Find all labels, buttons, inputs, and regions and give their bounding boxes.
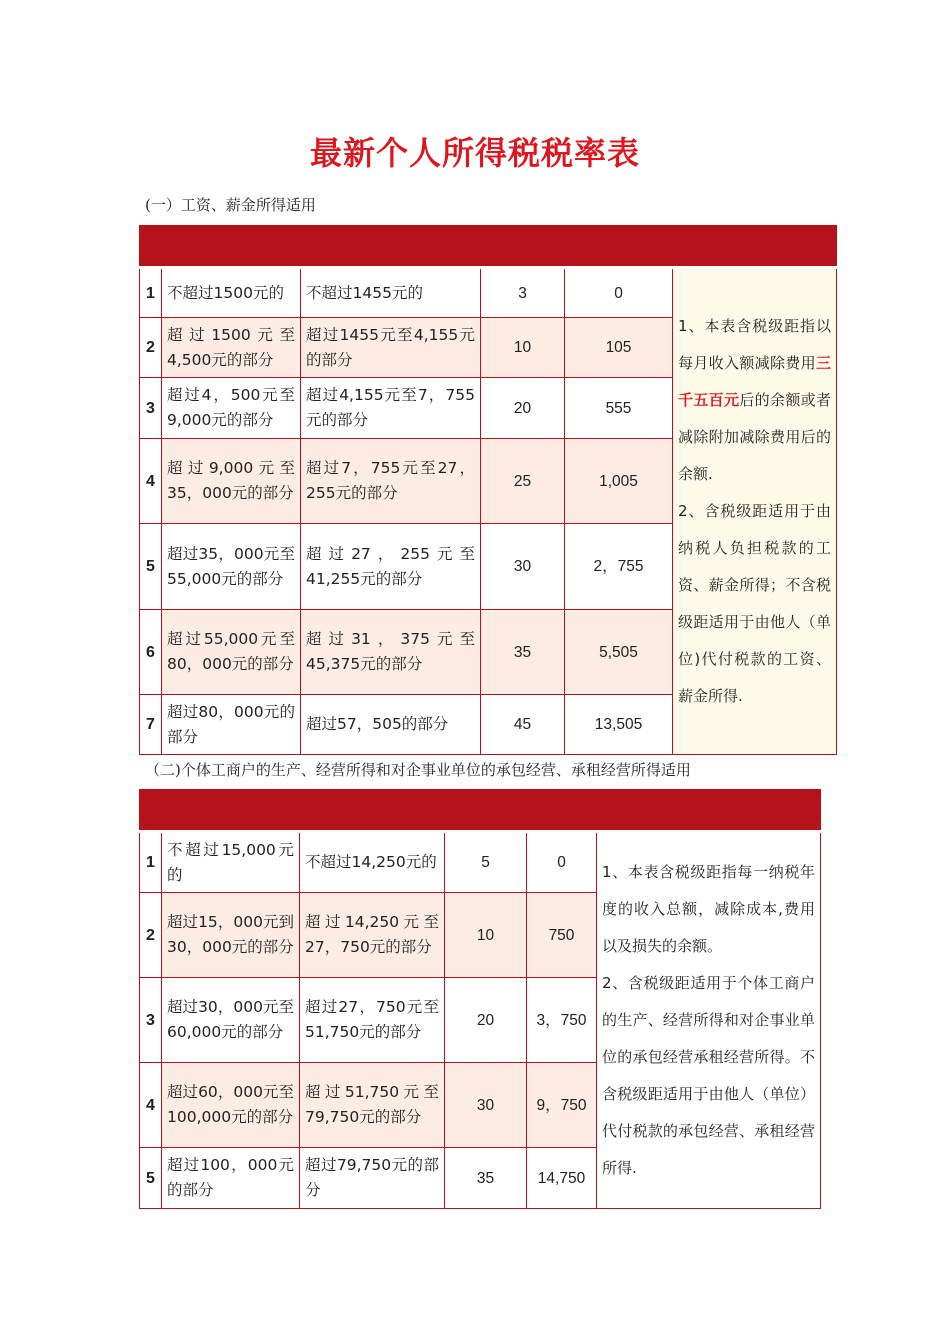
taxable-range-cell: 超过9,000元至35，000元的部分	[162, 439, 301, 524]
level-cell: 4	[140, 1063, 162, 1148]
net-range-cell: 超过51,750元至79,750元的部分	[300, 1063, 445, 1148]
level-cell: 3	[140, 978, 162, 1063]
section1-heading: (一）工资、薪金所得适用	[145, 196, 316, 214]
taxable-range-cell: 不超过1500元的	[162, 268, 301, 318]
rate-cell: 10	[445, 893, 527, 978]
deduction-cell: 14,750	[527, 1148, 597, 1209]
level-cell: 5	[140, 1148, 162, 1209]
level-cell: 2	[140, 318, 162, 378]
section2-note	[597, 832, 821, 1209]
rate-cell: 30	[445, 1063, 527, 1148]
salary-tax-table	[139, 225, 837, 755]
rate-cell: 3	[481, 268, 565, 318]
page-title: 最新个人所得税税率表	[309, 134, 640, 172]
rate-cell: 20	[445, 978, 527, 1063]
taxable-range-cell: 超过35，000元至55,000元的部分	[162, 524, 301, 610]
deduction-cell: 105	[565, 318, 673, 378]
table-header-band	[140, 790, 821, 832]
taxable-range-cell: 超过80，000元的部分	[162, 695, 301, 755]
rate-cell: 35	[481, 610, 565, 695]
note-text: 2、含税级距适用于由纳税人负担税款的工资、薪金所得；不含税级距适用于由他人（单位)代付税款的工资、薪金所得.	[678, 502, 831, 705]
net-range-cell: 超过4,155元至7，755元的部分	[301, 378, 481, 439]
section2-heading: （二)个体工商户的生产、经营所得和对企事业单位的承包经营、承租经营所得适用	[145, 761, 691, 779]
table-row	[140, 268, 837, 318]
taxable-range-cell: 超过15，000元到30，000元的部分	[162, 893, 300, 978]
net-range-cell: 超过1455元至4,155元的部分	[301, 318, 481, 378]
business-tax-table	[139, 789, 821, 1209]
deduction-cell: 0	[565, 268, 673, 318]
note-text: 1、本表含税级距指以每月收入额减除费用	[678, 317, 831, 372]
taxable-range-cell: 不超过15,000元的	[162, 832, 300, 893]
rate-cell: 30	[481, 524, 565, 610]
rate-cell: 5	[445, 832, 527, 893]
taxable-range-cell: 超过30，000元至60,000元的部分	[162, 978, 300, 1063]
note-highlight: 三千五百元	[678, 354, 831, 409]
level-cell: 6	[140, 610, 162, 695]
net-range-cell: 不超过14,250元的	[300, 832, 445, 893]
level-cell: 5	[140, 524, 162, 610]
net-range-cell: 超过27，255元至41,255元的部分	[301, 524, 481, 610]
table-header-band	[140, 226, 837, 268]
table-row	[140, 832, 821, 893]
section1-note	[673, 268, 837, 755]
net-range-cell: 超过31，375元至45,375元的部分	[301, 610, 481, 695]
taxable-range-cell: 超过100，000元的部分	[162, 1148, 300, 1209]
deduction-cell: 750	[527, 893, 597, 978]
net-range-cell: 不超过1455元的	[301, 268, 481, 318]
deduction-cell: 2，755	[565, 524, 673, 610]
deduction-cell: 13,505	[565, 695, 673, 755]
net-range-cell: 超过79,750元的部分	[300, 1148, 445, 1209]
level-cell: 7	[140, 695, 162, 755]
level-cell: 1	[140, 832, 162, 893]
taxable-range-cell: 超过60，000元至100,000元的部分	[162, 1063, 300, 1148]
deduction-cell: 9，750	[527, 1063, 597, 1148]
level-cell: 1	[140, 268, 162, 318]
taxable-range-cell: 超过1500元至4,500元的部分	[162, 318, 301, 378]
level-cell: 2	[140, 893, 162, 978]
level-cell: 4	[140, 439, 162, 524]
net-range-cell: 超过7，755元至27，255元的部分	[301, 439, 481, 524]
deduction-cell: 555	[565, 378, 673, 439]
deduction-cell: 0	[527, 832, 597, 893]
taxable-range-cell: 超过55,000元至80，000元的部分	[162, 610, 301, 695]
note-text: 2、含税级距适用于个体工商户的生产、经营所得和对企事业单位的承包经营承租经营所得。不含税级距适用于由他人（单位）代付税款的承包经营、承租经营所得.	[602, 974, 815, 1177]
rate-cell: 10	[481, 318, 565, 378]
net-range-cell: 超过27，750元至51,750元的部分	[300, 978, 445, 1063]
note-text: 后的余额或者减除附加减除费用后的余额.	[678, 391, 831, 483]
deduction-cell: 1,005	[565, 439, 673, 524]
net-range-cell: 超过57，505的部分	[301, 695, 481, 755]
rate-cell: 20	[481, 378, 565, 439]
level-cell: 3	[140, 378, 162, 439]
rate-cell: 35	[445, 1148, 527, 1209]
net-range-cell: 超过14,250元至27，750元的部分	[300, 893, 445, 978]
deduction-cell: 5,505	[565, 610, 673, 695]
rate-cell: 45	[481, 695, 565, 755]
taxable-range-cell: 超过4，500元至9,000元的部分	[162, 378, 301, 439]
note-text: 1、本表含税级距指每一纳税年度的收入总额，减除成本,费用以及损失的余额。	[602, 863, 815, 955]
rate-cell: 25	[481, 439, 565, 524]
deduction-cell: 3，750	[527, 978, 597, 1063]
